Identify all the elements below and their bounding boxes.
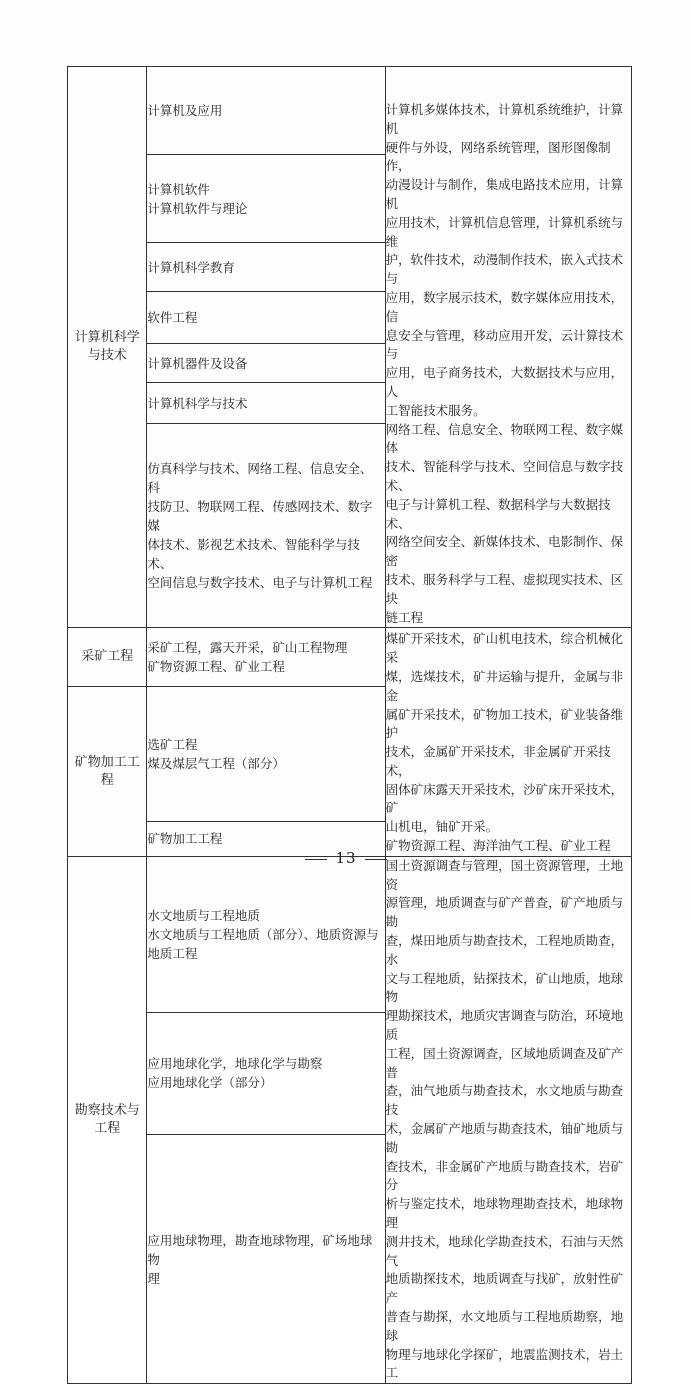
major-cell: 仿真科学与技术、网络工程、信息安全、科 技防卫、物联网工程、传感网技术、数字媒 体技术、影视艺术技术、智能科学与技术、 空间信息与数字技术、电子与计算机工程 <box>147 424 385 628</box>
description-cell <box>385 67 631 628</box>
major-cell: 应用地球化学，地球化学与勘察 应用地球化学（部分） <box>147 1012 385 1135</box>
category-label: 采矿工程 <box>81 649 134 665</box>
description-text: 计算机多媒体技术，计算机系统维护，计算机 硬件与外设，网络系统管理，图形图像制作， 动漫设计与制作，集成电路技术应用，计算机 应用技术，计算机信息管理，计算机系统与维 护，软件技术，动漫制作技术，嵌入式技术与 应用，数字展示技术，数字媒体应用技术，信 息安全与管理，移动应用开发，云计算技术与 应用，电子商务技术，大数据技术与应用，人 工智能技术服务。 网络工程、信息安全、物联网工程、数字媒体 技术、智能科学与技术、空间信息与数字技术、 电子与计算机工程、数据科学与大数据技术、 网络空间安全、新媒体技术、电影制作、保密 技术、服务科学与工程、虚拟现实技术、区块 链工程 <box>385 102 624 625</box>
description-text: 煤矿开采技术，矿山机电技术，综合机械化采 煤，选煤技术，矿井运输与提升，金属与非金 属矿开采技术，矿物加工技术，矿业装备维护 技术，金属矿开采技术，非金属矿开采技术， 固体矿床露天开采技术，沙矿床开采技术，矿 山机电，铀矿开采。 矿物资源工程、海洋油气工程、矿业工程 <box>385 631 624 854</box>
major-cell: 计算机器件及设备 <box>147 343 385 383</box>
major-catalog-table <box>67 66 632 1384</box>
category-cell <box>68 856 147 1383</box>
major-cell: 计算机软件 计算机软件与理论 <box>147 155 385 243</box>
description-cell <box>385 856 631 1383</box>
category-label: 计算机科学 与技术 <box>74 330 140 364</box>
major-cell: 水文地质与工程地质 水文地质与工程地质（部分）、地质资源与 地质工程 <box>147 856 385 1012</box>
table-row <box>68 856 632 1012</box>
major-cell: 计算机科学与技术 <box>147 383 385 424</box>
table-row <box>68 67 632 155</box>
major-cell: 采矿工程，露天开采，矿山工程物理 矿物资源工程、矿业工程 <box>147 628 385 687</box>
category-cell <box>68 687 147 857</box>
category-cell <box>68 628 147 687</box>
major-cell: 计算机科学教育 <box>147 243 385 292</box>
category-label: 勘察技术与 工程 <box>74 1103 140 1137</box>
page-number: 13 <box>0 849 692 867</box>
description-cell <box>385 628 631 857</box>
dash-left <box>305 859 327 860</box>
table-row <box>68 628 632 687</box>
major-cell: 计算机及应用 <box>147 67 385 155</box>
dash-right <box>365 859 387 860</box>
category-label: 矿物加工工 程 <box>74 754 140 788</box>
description-text: 国土资源调查与管理，国土资源管理，土地资 源管理，地质调查与矿产普查，矿产地质与勘 查，煤田地质与勘查技术，工程地质勘查，水 文与工程地质，钻探技术，矿山地质，地球物 理勘探技术，地质灾害调查与防治，环境地质 工程，国土资源调查，区域地质调查及矿产普 查，油气地质与勘查技术，水文地质与勘查技 术，金属矿产地质与勘查技术，铀矿地质与勘 查技术，非金属矿产地质与勘查技术，岩矿分 析与鉴定技术，地球物理勘查技术，地球物理 测井技术，地球化学勘查技术，石油与天然气 地质勘探技术，地质调查与找矿，放射性矿产 普查与勘探，水文地质与工程地质勘察，地球 物理与地球化学探矿，地震监测技术，岩土工 <box>385 857 624 1381</box>
major-cell: 矿物加工工程 <box>147 821 385 856</box>
major-cell: 应用地球物理，勘查地球物理，矿场地球物 理 <box>147 1135 385 1384</box>
category-cell <box>68 67 147 628</box>
major-cell: 选矿工程 煤及煤层气工程（部分） <box>147 687 385 822</box>
major-cell: 软件工程 <box>147 292 385 344</box>
